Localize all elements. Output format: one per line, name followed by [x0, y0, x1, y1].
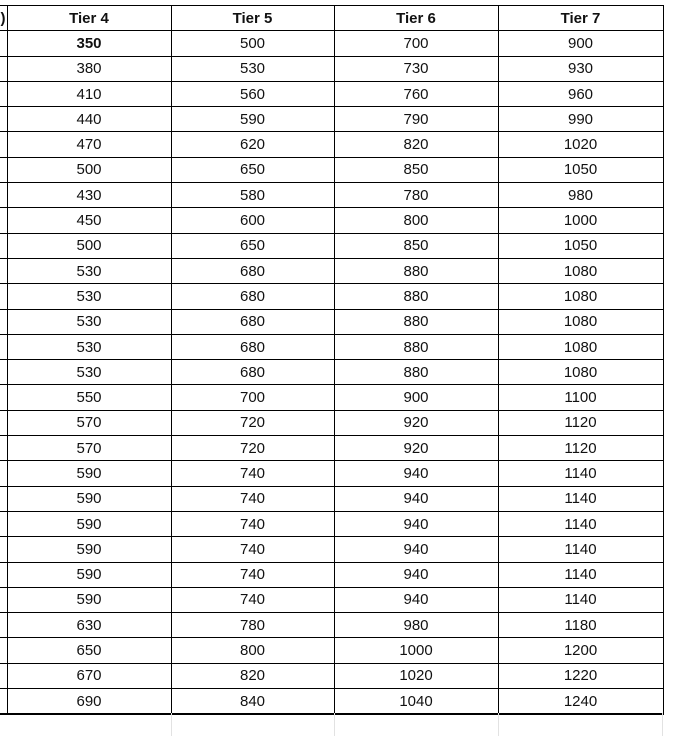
table-cell[interactable]: 1000 — [334, 638, 498, 663]
table-cell[interactable]: 1040 — [334, 689, 498, 715]
table-row — [0, 157, 663, 182]
table-row — [0, 132, 663, 157]
table-body — [0, 31, 663, 715]
table-row — [0, 486, 663, 511]
faint-gridline — [334, 713, 335, 736]
table-row — [0, 537, 663, 562]
table-cell[interactable]: 740 — [171, 511, 334, 536]
cropped-cell[interactable] — [0, 309, 7, 334]
table-cell[interactable]: 530 — [7, 309, 171, 334]
table-row — [0, 663, 663, 688]
table-row — [0, 436, 663, 461]
table-cell[interactable]: 760 — [334, 81, 498, 106]
table-cell[interactable]: 590 — [7, 587, 171, 612]
cropped-column-header[interactable]: ) — [0, 6, 7, 31]
table-cell[interactable]: 1140 — [498, 461, 663, 486]
cropped-cell[interactable] — [0, 689, 7, 715]
table-cell[interactable]: 530 — [7, 284, 171, 309]
cropped-cell[interactable] — [0, 56, 7, 81]
faint-gridline — [498, 713, 499, 736]
table-cell[interactable]: 1200 — [498, 638, 663, 663]
cropped-cell[interactable] — [0, 284, 7, 309]
cropped-cell[interactable] — [0, 587, 7, 612]
table-cell[interactable]: 740 — [171, 562, 334, 587]
table-row — [0, 511, 663, 536]
table-cell[interactable]: 450 — [7, 208, 171, 233]
table-cell[interactable]: 900 — [334, 385, 498, 410]
table-cell[interactable]: 590 — [7, 511, 171, 536]
cropped-cell[interactable] — [0, 132, 7, 157]
table-row — [0, 183, 663, 208]
table-cell[interactable]: 650 — [7, 638, 171, 663]
table-row — [0, 360, 663, 385]
table-cell[interactable]: 940 — [334, 461, 498, 486]
table-cell[interactable]: 530 — [7, 334, 171, 359]
table-cell[interactable]: 800 — [334, 208, 498, 233]
table-cell[interactable]: 780 — [171, 613, 334, 638]
table-cell[interactable]: 590 — [7, 537, 171, 562]
header-row — [0, 6, 663, 31]
header-tier-5[interactable]: Tier 5 — [171, 6, 334, 31]
table-row — [0, 334, 663, 359]
table-cell[interactable]: 440 — [7, 107, 171, 132]
table-cell[interactable]: 740 — [171, 587, 334, 612]
table-cell[interactable]: 740 — [171, 461, 334, 486]
table-cell[interactable]: 1020 — [498, 132, 663, 157]
table-cell[interactable]: 820 — [334, 132, 498, 157]
table-cell[interactable]: 680 — [171, 258, 334, 283]
table-cell[interactable]: 550 — [7, 385, 171, 410]
cropped-cell[interactable] — [0, 258, 7, 283]
table-cell[interactable]: 500 — [7, 233, 171, 258]
table-cell[interactable]: 730 — [334, 56, 498, 81]
table-cell[interactable]: 740 — [171, 486, 334, 511]
faint-gridline — [662, 713, 663, 736]
cropped-cell[interactable] — [0, 183, 7, 208]
table-cell[interactable]: 1080 — [498, 360, 663, 385]
cropped-cell[interactable] — [0, 562, 7, 587]
table-cell[interactable]: 680 — [171, 360, 334, 385]
table-cell[interactable]: 1120 — [498, 436, 663, 461]
table-cell[interactable]: 850 — [334, 157, 498, 182]
cropped-cell[interactable] — [0, 233, 7, 258]
cropped-cell[interactable] — [0, 334, 7, 359]
table-cell[interactable]: 600 — [171, 208, 334, 233]
table-cell[interactable]: 650 — [171, 157, 334, 182]
table-row — [0, 56, 663, 81]
header-tier-6[interactable]: Tier 6 — [334, 6, 498, 31]
cropped-cell[interactable] — [0, 360, 7, 385]
table-cell[interactable]: 650 — [171, 233, 334, 258]
table-cell[interactable]: 430 — [7, 183, 171, 208]
table-cell[interactable]: 700 — [334, 31, 498, 56]
table-cell[interactable]: 790 — [334, 107, 498, 132]
table-cell[interactable]: 560 — [171, 81, 334, 106]
faint-gridline — [171, 713, 172, 736]
table-cell[interactable]: 880 — [334, 284, 498, 309]
table-cell[interactable]: 800 — [171, 638, 334, 663]
table-cell[interactable]: 1050 — [498, 233, 663, 258]
table-cell[interactable]: 880 — [334, 360, 498, 385]
table-cell[interactable]: 530 — [171, 56, 334, 81]
table-row — [0, 233, 663, 258]
cropped-cell[interactable] — [0, 157, 7, 182]
table-cell[interactable]: 1120 — [498, 410, 663, 435]
next-empty-row[interactable] — [0, 713, 663, 736]
cropped-cell[interactable] — [0, 663, 7, 688]
table-cell[interactable]: 940 — [334, 486, 498, 511]
table-cell[interactable]: 590 — [7, 461, 171, 486]
table-cell[interactable]: 840 — [171, 689, 334, 715]
table-cell[interactable]: 570 — [7, 410, 171, 435]
table-cell[interactable]: 470 — [7, 132, 171, 157]
table-cell[interactable]: 720 — [171, 436, 334, 461]
table-cell[interactable]: 570 — [7, 436, 171, 461]
table-row — [0, 258, 663, 283]
table-cell[interactable]: 980 — [498, 183, 663, 208]
table-cell[interactable]: 1140 — [498, 587, 663, 612]
table-cell[interactable]: 920 — [334, 436, 498, 461]
table-cell[interactable]: 1180 — [498, 613, 663, 638]
table-cell[interactable]: 1100 — [498, 385, 663, 410]
cropped-cell[interactable] — [0, 461, 7, 486]
table-cell[interactable]: 590 — [7, 486, 171, 511]
table-cell[interactable]: 1140 — [498, 562, 663, 587]
table-cell[interactable]: 590 — [171, 107, 334, 132]
table-cell[interactable]: 940 — [334, 562, 498, 587]
table-cell[interactable]: 500 — [7, 157, 171, 182]
table-cell[interactable]: 720 — [171, 410, 334, 435]
tier-table — [0, 5, 664, 715]
table-row — [0, 461, 663, 486]
table-cell[interactable]: 1140 — [498, 537, 663, 562]
table-cell[interactable]: 980 — [334, 613, 498, 638]
table-cell[interactable]: 740 — [171, 537, 334, 562]
table-row — [0, 284, 663, 309]
table-cell[interactable]: 780 — [334, 183, 498, 208]
cropped-cell[interactable] — [0, 107, 7, 132]
table-cell[interactable]: 940 — [334, 587, 498, 612]
cropped-cell[interactable] — [0, 81, 7, 106]
cropped-cell[interactable] — [0, 31, 7, 56]
table-cell[interactable]: 880 — [334, 309, 498, 334]
table-cell[interactable]: 530 — [7, 258, 171, 283]
table-row — [0, 410, 663, 435]
table-cell[interactable]: 500 — [171, 31, 334, 56]
table-cell[interactable]: 850 — [334, 233, 498, 258]
table-cell[interactable]: 530 — [7, 360, 171, 385]
table-cell[interactable]: 670 — [7, 663, 171, 688]
cropped-cell[interactable] — [0, 486, 7, 511]
table-cell[interactable]: 940 — [334, 537, 498, 562]
table-cell[interactable]: 620 — [171, 132, 334, 157]
table-row — [0, 587, 663, 612]
table-cell[interactable]: 880 — [334, 258, 498, 283]
table-cell[interactable]: 930 — [498, 56, 663, 81]
table-cell[interactable]: 1140 — [498, 486, 663, 511]
table-row — [0, 562, 663, 587]
table-cell[interactable]: 680 — [171, 284, 334, 309]
cropped-cell[interactable] — [0, 208, 7, 233]
table-cell[interactable]: 920 — [334, 410, 498, 435]
table-cell[interactable]: 1140 — [498, 511, 663, 536]
table-cell[interactable]: 350 — [7, 31, 171, 56]
table-cell[interactable]: 1080 — [498, 334, 663, 359]
table-cell[interactable]: 630 — [7, 613, 171, 638]
table-row — [0, 613, 663, 638]
table-row — [0, 385, 663, 410]
table-cell[interactable]: 990 — [498, 107, 663, 132]
table-cell[interactable]: 1020 — [334, 663, 498, 688]
table-cell[interactable]: 590 — [7, 562, 171, 587]
table-cell[interactable]: 700 — [171, 385, 334, 410]
table-cell[interactable]: 1050 — [498, 157, 663, 182]
cropped-cell[interactable] — [0, 511, 7, 536]
cropped-cell[interactable] — [0, 537, 7, 562]
table-cell[interactable]: 1080 — [498, 258, 663, 283]
table-cell[interactable]: 680 — [171, 309, 334, 334]
table-cell[interactable]: 940 — [334, 511, 498, 536]
table-row — [0, 81, 663, 106]
header-tier-7[interactable]: Tier 7 — [498, 6, 663, 31]
table-row — [0, 208, 663, 233]
table-row — [0, 638, 663, 663]
table-cell[interactable]: 1080 — [498, 309, 663, 334]
table-cell[interactable]: 410 — [7, 81, 171, 106]
table-cell[interactable]: 960 — [498, 81, 663, 106]
header-tier-4[interactable]: Tier 4 — [7, 6, 171, 31]
table-cell[interactable]: 680 — [171, 334, 334, 359]
table-cell[interactable]: 1000 — [498, 208, 663, 233]
table-row — [0, 689, 663, 715]
table-cell[interactable]: 900 — [498, 31, 663, 56]
cropped-cell[interactable] — [0, 638, 7, 663]
table-cell[interactable]: 580 — [171, 183, 334, 208]
cropped-cell[interactable] — [0, 613, 7, 638]
table-cell[interactable]: 820 — [171, 663, 334, 688]
table-cell[interactable]: 380 — [7, 56, 171, 81]
table-cell[interactable]: 690 — [7, 689, 171, 715]
table-cell[interactable]: 1220 — [498, 663, 663, 688]
cropped-cell[interactable] — [0, 385, 7, 410]
table-row — [0, 31, 663, 56]
table-row — [0, 309, 663, 334]
table-row — [0, 107, 663, 132]
table-cell[interactable]: 1080 — [498, 284, 663, 309]
cropped-cell[interactable] — [0, 436, 7, 461]
cropped-cell[interactable] — [0, 410, 7, 435]
table-cell[interactable]: 880 — [334, 334, 498, 359]
table-cell[interactable]: 1240 — [498, 689, 663, 715]
